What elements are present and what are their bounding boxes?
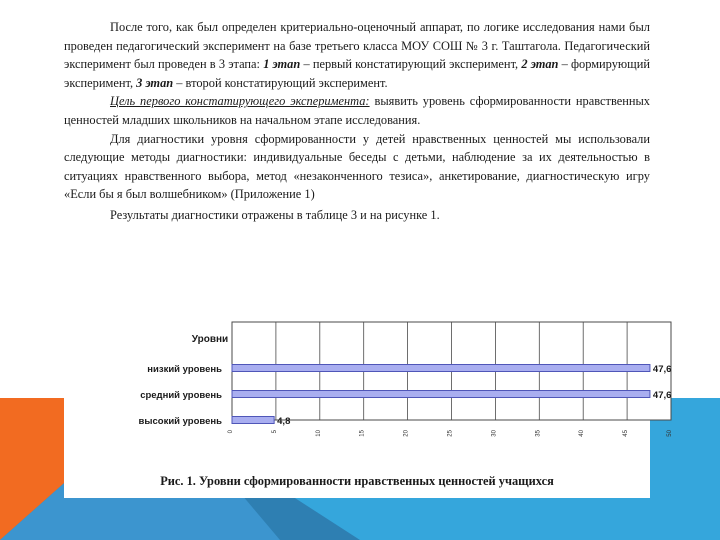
chart-title: Уровни <box>191 334 229 345</box>
x-tick-label: 0 <box>228 430 234 434</box>
x-tick-label: 5 <box>271 430 278 434</box>
stage3-text: – второй констатирующий эксперимент. <box>176 75 388 90</box>
category-label: средний уровень <box>140 390 222 401</box>
stage1-label: 1 этап <box>263 57 301 72</box>
bar-value-label: 47,6 <box>652 390 672 401</box>
stage2-text: – формирующий эксперимент, <box>64 57 650 90</box>
bar <box>232 391 650 398</box>
x-tick-label: 50 <box>667 430 673 437</box>
paragraph-intro <box>64 18 650 92</box>
category-label: низкий уровень <box>147 364 222 375</box>
bar-value-label: 4,8 <box>277 416 291 427</box>
bar <box>232 365 650 372</box>
bar-chart-svg <box>126 320 682 468</box>
x-tick-label: 20 <box>403 430 410 437</box>
bar-chart <box>126 320 682 468</box>
x-tick-label: 30 <box>491 430 498 437</box>
paragraph-results: Результаты диагностики отражены в таблице 3 и на рисунке 1. <box>110 207 440 222</box>
stage1-text: – первый констатирующий эксперимент, <box>303 57 519 72</box>
x-tick-label: 45 <box>623 430 630 437</box>
paragraph-goal <box>64 92 650 129</box>
x-tick-label: 25 <box>447 430 454 437</box>
document-text <box>64 18 650 225</box>
x-tick-label: 15 <box>359 430 366 437</box>
para1-text: После того, как был определен критериально-оценочный аппарат, по логике исследования нами был проведен педагогический эксперимент на базе третьего класса МОУ СОШ № 3 г. Таштагола. Педагогический эксперимент был проведен в 3 этапа: <box>64 20 650 72</box>
goal-text: выявить уровень сформированности нравственных ценностей младших школьников на начальном этапе исследования. <box>64 94 650 127</box>
x-tick-label: 35 <box>535 430 542 437</box>
stage3-label: 3 этап <box>136 75 174 90</box>
figure-caption: Рис. 1. Уровни сформированности нравственных ценностей учащихся <box>160 474 554 488</box>
goal-label: Цель первого констатирующего эксперимента: <box>110 94 370 109</box>
category-label: высокий уровень <box>138 416 222 427</box>
paragraph-methods: Для диагностики уровня сформированности у детей нравственных ценностей мы использовали следующие методы диагностики: индивидуальные беседы с детьми, наблюдение за их деятельностью в ситуациях нравственного выбора, метод «незаконченного тезиса», анкетирование, диагностическую игру «Если бы я был волшебником» (Приложение 1) <box>64 131 650 202</box>
x-tick-label: 10 <box>315 430 322 437</box>
bar <box>232 417 274 424</box>
document-page <box>64 12 673 498</box>
bar-value-label: 47,6 <box>652 364 672 375</box>
x-tick-label: 40 <box>579 430 586 437</box>
stage2-label: 2 этап <box>521 57 559 72</box>
